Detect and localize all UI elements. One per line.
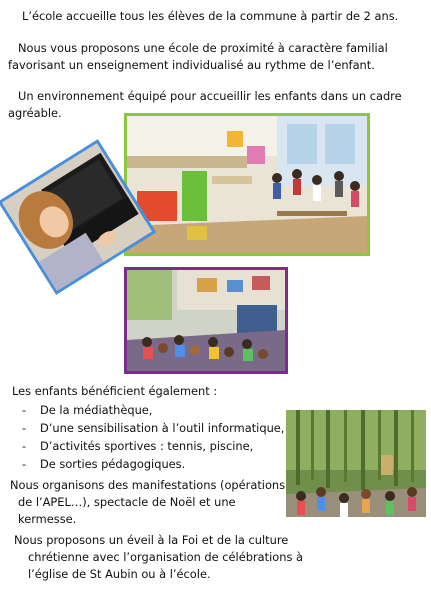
benefits-heading: Les enfants bénéficient également : — [12, 384, 218, 398]
storytime-photo — [124, 267, 288, 374]
outdoor-bamboo-photo — [286, 410, 426, 517]
faith-line-3: l’église de St Aubin ou à l’école. — [28, 567, 211, 581]
faith-line-1: Nous proposons un éveil à la Foi et de la culture — [14, 533, 289, 547]
intro-line-1: L’école accueille tous les élèves de la commune à partir de 2 ans. — [22, 9, 399, 23]
events-line-2: de l’APEL…), spectacle de Noël et une — [18, 495, 236, 509]
list-item: - D’activités sportives : tennis, piscine, — [20, 437, 284, 455]
events-line-3: kermesse. — [18, 512, 77, 526]
intro-para2-line1: Nous vous proposons une école de proximité à caractère familial — [18, 41, 388, 55]
list-item: - De la médiathèque, — [20, 401, 284, 419]
intro-para3-line2: agréable. — [8, 106, 62, 120]
benefits-list — [20, 401, 284, 473]
classroom-photo — [124, 113, 370, 256]
faith-line-2: chrétienne avec l’organisation de célébrations à — [28, 550, 303, 564]
intro-para2-line2: favorisant un enseignement individualisé au rythme de l’enfant. — [8, 58, 375, 72]
events-line-1: Nous organisons des manifestations (opérations — [10, 478, 286, 492]
list-item: - De sorties pédagogiques. — [20, 455, 284, 473]
list-item: - D’une sensibilisation à l’outil informatique, — [20, 419, 284, 437]
intro-para3-line1: Un environnement équipé pour accueillir les enfants dans un cadre — [18, 89, 402, 103]
